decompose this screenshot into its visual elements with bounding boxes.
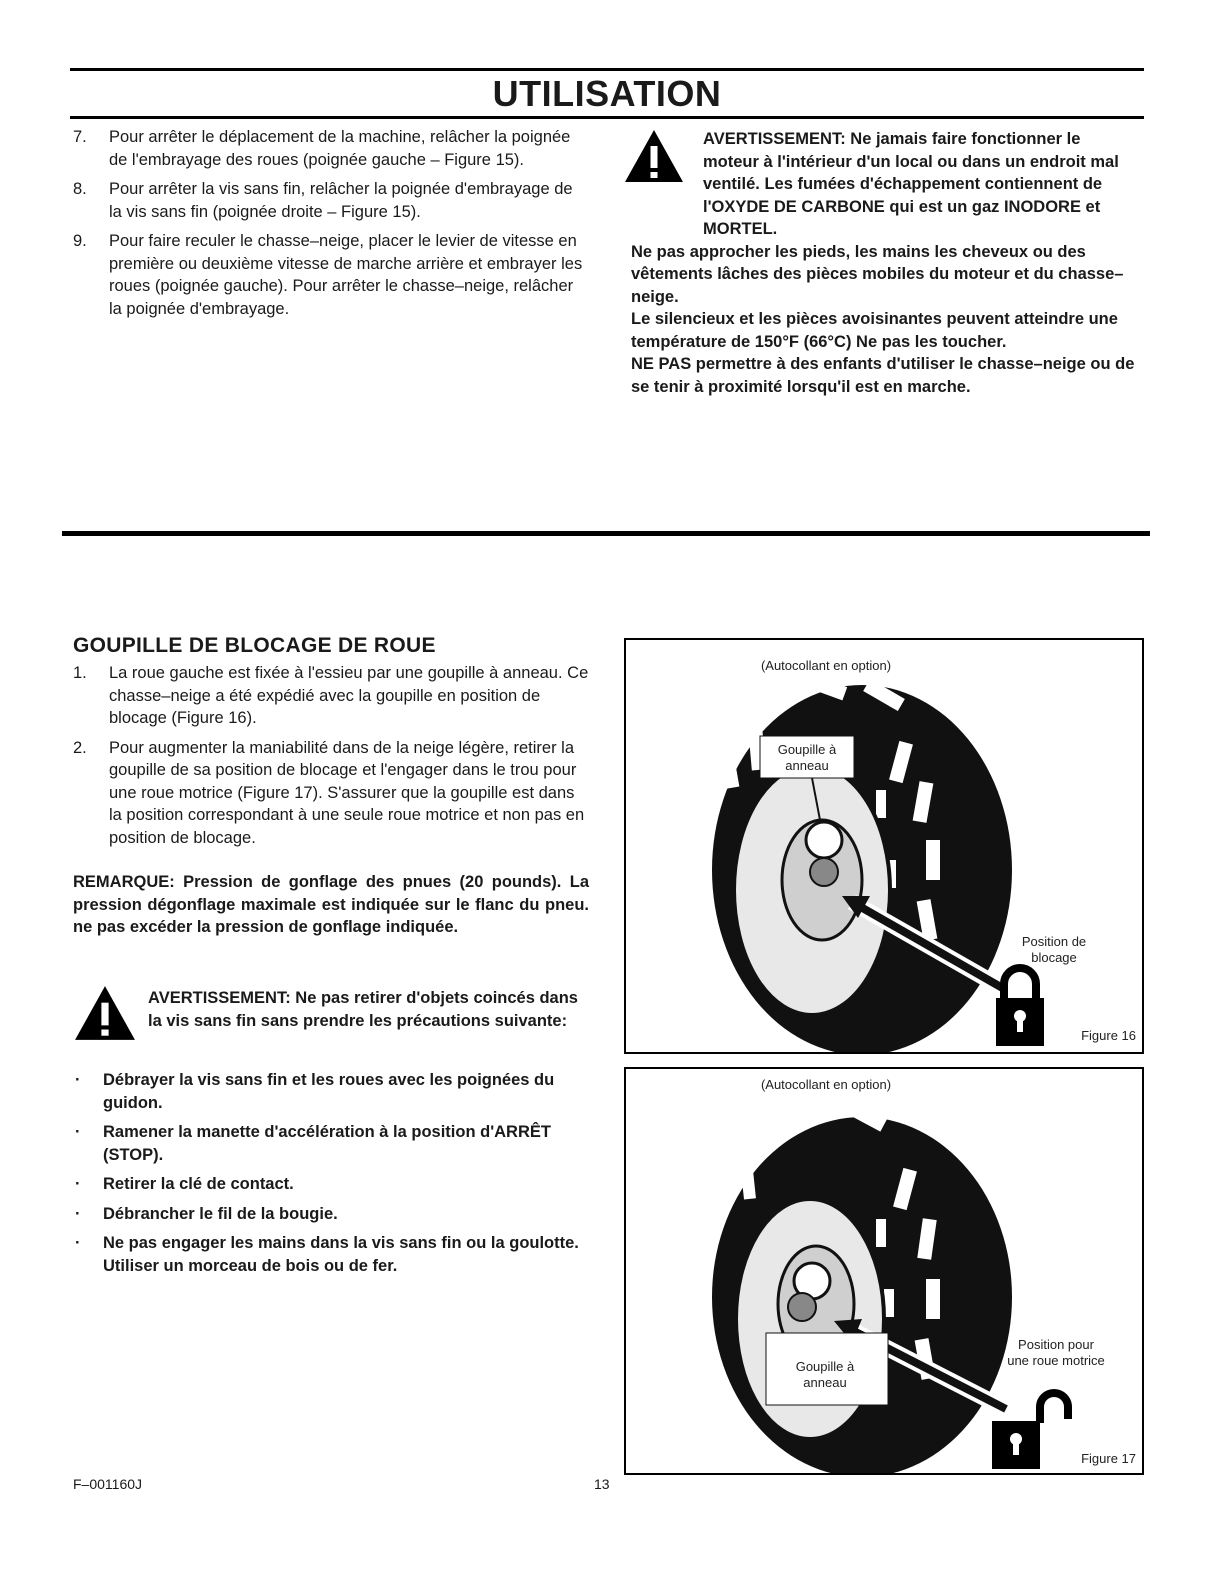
warning-exhaust-text: AVERTISSEMENT: Ne jamais faire fonctionner le moteur à l'intérieur d'un local ou dans un endroit mal ventilé. Les fumées d'échappement contiennent de l'OXYDE DE CARBONE qui est un gaz INODORE et MORTEL. bbox=[703, 130, 1119, 238]
lock-position-label: Position de blocage bbox=[1021, 934, 1087, 965]
step-7: 7. Pour arrêter le déplacement de la machine, relâcher la poignée de l'embrayage des roues (poignée gauche – Figure 15). bbox=[73, 128, 571, 169]
warning-triangle-icon bbox=[73, 984, 137, 1042]
wheel-pin-steps bbox=[73, 662, 589, 856]
document-code: F–001160J bbox=[73, 1476, 143, 1492]
figure-16-caption: Figure 16 bbox=[1081, 1028, 1136, 1043]
warning-auger: AVERTISSEMENT: Ne pas retirer d'objets coincés dans la vis sans fin sans prendre les précautions suivante: bbox=[148, 989, 578, 1030]
warning-exhaust bbox=[631, 128, 1137, 398]
header-top-rule bbox=[70, 68, 1144, 71]
header-bottom-rule bbox=[70, 116, 1144, 119]
warning-moving-parts: Ne pas approcher les pieds, les mains les cheveux ou des vêtements lâches des pièces mobiles du moteur et du chasse–neige. bbox=[631, 242, 1124, 306]
optional-sticker-label: (Autocollant en option) bbox=[760, 658, 892, 673]
figure-17 bbox=[624, 1067, 1144, 1475]
wheel-locked-illustration bbox=[626, 640, 1142, 1052]
step-8: 8. Pour arrêter la vis sans fin, relâcher la poignée d'embrayage de la vis sans fin (poignée droite – Figure 15). bbox=[73, 180, 573, 221]
drive-position-label: Position pour une roue motrice bbox=[1007, 1337, 1105, 1368]
precaution-item: · Ne pas engager les mains dans la vis sans fin ou la goulotte. Utiliser un morceau de bois ou de fer. bbox=[75, 1234, 579, 1275]
ring-pin-label: Goupille à anneau bbox=[777, 742, 837, 773]
section-divider bbox=[62, 531, 1150, 536]
wheel-step-2: 2. Pour augmenter la maniabilité dans de la neige légère, retirer la goupille de sa position de blocage et l'engager dans le trou pour une roue motrice (Figure 17). S'assurer que la goupille est dans la position correspondant à une seule roue motrice et non pas en position de blocage. bbox=[73, 738, 585, 847]
precaution-list bbox=[73, 1069, 585, 1284]
optional-sticker-label: (Autocollant en option) bbox=[760, 1077, 892, 1092]
figure-17-caption: Figure 17 bbox=[1081, 1451, 1136, 1466]
page-title: UTILISATION bbox=[492, 73, 722, 114]
step-9: 9. Pour faire reculer le chasse–neige, placer le levier de vitesse en première ou deuxième vitesse de marche arrière et embrayer les roues (poignée gauche). Pour arrêter le chasse–neige, relâcher la poignée d'embrayage. bbox=[73, 232, 583, 318]
warning-children: NE PAS permettre à des enfants d'utiliser le chasse–neige ou de se tenir à proximité lorsqu'il est en marche. bbox=[631, 355, 1135, 396]
page-number: 13 bbox=[594, 1476, 610, 1492]
warning-muffler-heat: Le silencieux et les pièces avoisinantes peuvent atteindre une température de 150°F (66°C) Ne pas les toucher. bbox=[631, 310, 1118, 351]
pressure-note: REMARQUE: Pression de gonflage des pnues (20 pounds). La pression dégonflage maximale est indiquée sur le flanc du pneu. ne pas excéder la pression de gonflage indiquée. bbox=[73, 873, 589, 936]
wheel-step-1: 1. La roue gauche est fixée à l'essieu par une goupille à anneau. Ce chasse–neige a été expédié avec la goupille en position de blocage (Figure 16). bbox=[73, 664, 589, 727]
operation-steps bbox=[73, 126, 589, 327]
locked-padlock-icon bbox=[996, 962, 1044, 1046]
precaution-item: · Ramener la manette d'accélération à la position d'ARRÊT (STOP). bbox=[75, 1123, 551, 1164]
section-heading: GOUPILLE DE BLOCAGE DE ROUE bbox=[73, 634, 436, 657]
precaution-item: · Débrayer la vis sans fin et les roues avec les poignées du guidon. bbox=[75, 1071, 555, 1112]
ring-pin-label: Goupille à anneau bbox=[795, 1359, 855, 1390]
figure-16 bbox=[624, 638, 1144, 1054]
precaution-item: · Débrancher le fil de la bougie. bbox=[75, 1204, 338, 1223]
precaution-item: · Retirer la clé de contact. bbox=[75, 1175, 294, 1193]
